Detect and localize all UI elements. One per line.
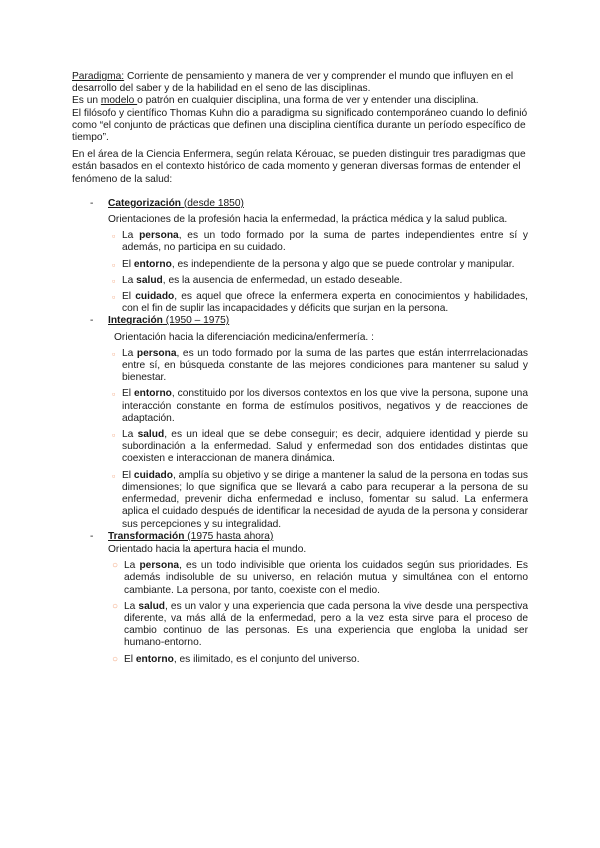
section-items [72, 348, 528, 531]
kuhn-paragraph: El filósofo y científico Thomas Kuhn dio a paradigma su significado contemporáneo cuando lo definió como “el conjunto de prácticas que definen una disciplina científica durante un período específico de tiempo”. [72, 107, 528, 144]
circle-bullet-icon: ○ [112, 560, 119, 572]
modelo-suffix: o patrón en cualquier disciplina, una forma de ver y entender una disciplina. [137, 95, 479, 107]
section-title: Integración [108, 315, 163, 327]
section-dash: - [90, 197, 94, 209]
list-item: ○ El entorno, es ilimitado, es el conjunto del universo. [112, 653, 360, 665]
section-period: (1975 hasta ahora) [184, 530, 274, 542]
section-dash: - [90, 530, 94, 542]
section-integracion [72, 315, 528, 327]
bullet-icon: ▫ [112, 259, 116, 270]
section-items [72, 560, 528, 666]
section-period: (1950 – 1975) [162, 315, 230, 327]
circle-bullet-icon: ○ [112, 600, 119, 612]
modelo-paragraph [72, 95, 528, 107]
list-item: ▫ El cuidado, es aquel que ofrece la enfermera experta en conocimientos y habilidades, con el fin de suplir las incapacidades y déficits que surjan en la persona. [112, 291, 528, 315]
list-item: ▫ La persona, es un todo formado por la suma de partes independientes entre sí y además, no participa en su cuidado. [112, 230, 528, 254]
section-transformacion [72, 531, 528, 543]
section-heading [108, 198, 244, 209]
list-item: ▫ La salud, es la ausencia de enfermedad, un estado deseable. [112, 274, 403, 286]
bullet-icon: ▫ [112, 430, 116, 441]
kerouac-paragraph: En el área de la Ciencia Enfermera, según relata Kérouac, se pueden distinguir tres paradigmas que están basados en el contexto histórico de cada momento y generan diversas formas de entender el fenómeno de la salud: [72, 149, 526, 185]
section-heading [108, 531, 273, 542]
paradigma-term: Paradigma: [72, 71, 125, 82]
bullet-icon: ▫ [112, 389, 116, 400]
section-period: (desde 1850) [181, 197, 244, 209]
section-description: Orientaciones de la profesión hacia la enfermedad, la práctica médica y la salud publica. [108, 214, 508, 226]
list-item: ○ La persona, es un todo indivisible que orienta los cuidados según sus prioridades. Es además indisoluble de su universo, en relación mutua y simultánea con el entorno cambiante. La persona, por tanto, coexiste con el medio. [112, 560, 529, 596]
section-title: Transformación [108, 530, 185, 542]
bullet-icon: ▫ [112, 275, 116, 286]
document-page [72, 71, 528, 670]
section-heading [108, 315, 229, 326]
section-description: Orientación hacia la diferenciación medicina/enfermería. : [114, 331, 374, 343]
bullet-icon: ▫ [112, 292, 116, 303]
circle-bullet-icon: ○ [112, 653, 119, 665]
section-categorizacion [72, 198, 528, 210]
modelo-prefix: Es un [72, 95, 101, 107]
section-description: Orientado hacia la apertura hacia el mundo. [108, 543, 307, 555]
paradigma-paragraph [72, 71, 528, 95]
intro-block [72, 71, 528, 186]
list-item: ▫ La salud, es un ideal que se debe conseguir; es decir, adquiere identidad y pierde su subordinación a la enfermedad. Salud y enfermedad son dos entidades distintas que coexisten e interaccionan de manera dinámica. [112, 429, 528, 465]
list-item: ○ La salud, es un valor y una experiencia que cada persona la vive desde una perspectiva diferente, va más allá de la enfermedad, pero a la vez esta sirve para el proceso de cambio continuo de las personas. Es una experiencia que engloba la unidad ser humano-entorno. [112, 600, 528, 649]
bullet-icon: ▫ [112, 231, 116, 242]
paradigma-definition: Corriente de pensamiento y manera de ver y comprender el mundo que influyen en el desarrollo del saber y de la habilidad en el seno de las disciplinas. [72, 71, 514, 95]
bullet-icon: ▫ [112, 348, 116, 359]
section-items [72, 230, 528, 315]
section-title: Categorización [108, 197, 182, 209]
modelo-term: modelo [100, 95, 138, 107]
list-item: ▫ El cuidado, amplía su objetivo y se dirige a mantener la salud de la persona en todas sus dimensiones; lo que significa que se llevará a cabo para recuperar a la persona de su enfermedad, prevenir dicha enfermedad e incluso, fomentar su salud. La enfermera aplica el cuidado después de identificar la necesidad de ayuda de la persona y considerar sus percepciones y su integralidad. [112, 469, 528, 530]
list-item: ▫ La persona, es un todo formado por la suma de las partes que están interrrelacionadas entre sí, en búsqueda constante de las mejores condiciones para mantener su salud y bienestar. [112, 347, 528, 384]
bullet-icon: ▫ [112, 470, 116, 481]
section-dash: - [90, 315, 94, 327]
list-item: ▫ El entorno, es independiente de la persona y algo que se puede controlar y manipular. [112, 258, 515, 270]
list-item: ▫ El entorno, constituido por los diversos contextos en los que vive la persona, supone una interacción constante en forma de estímulos positivos, negativos y de reacciones de adaptación. [112, 388, 528, 424]
